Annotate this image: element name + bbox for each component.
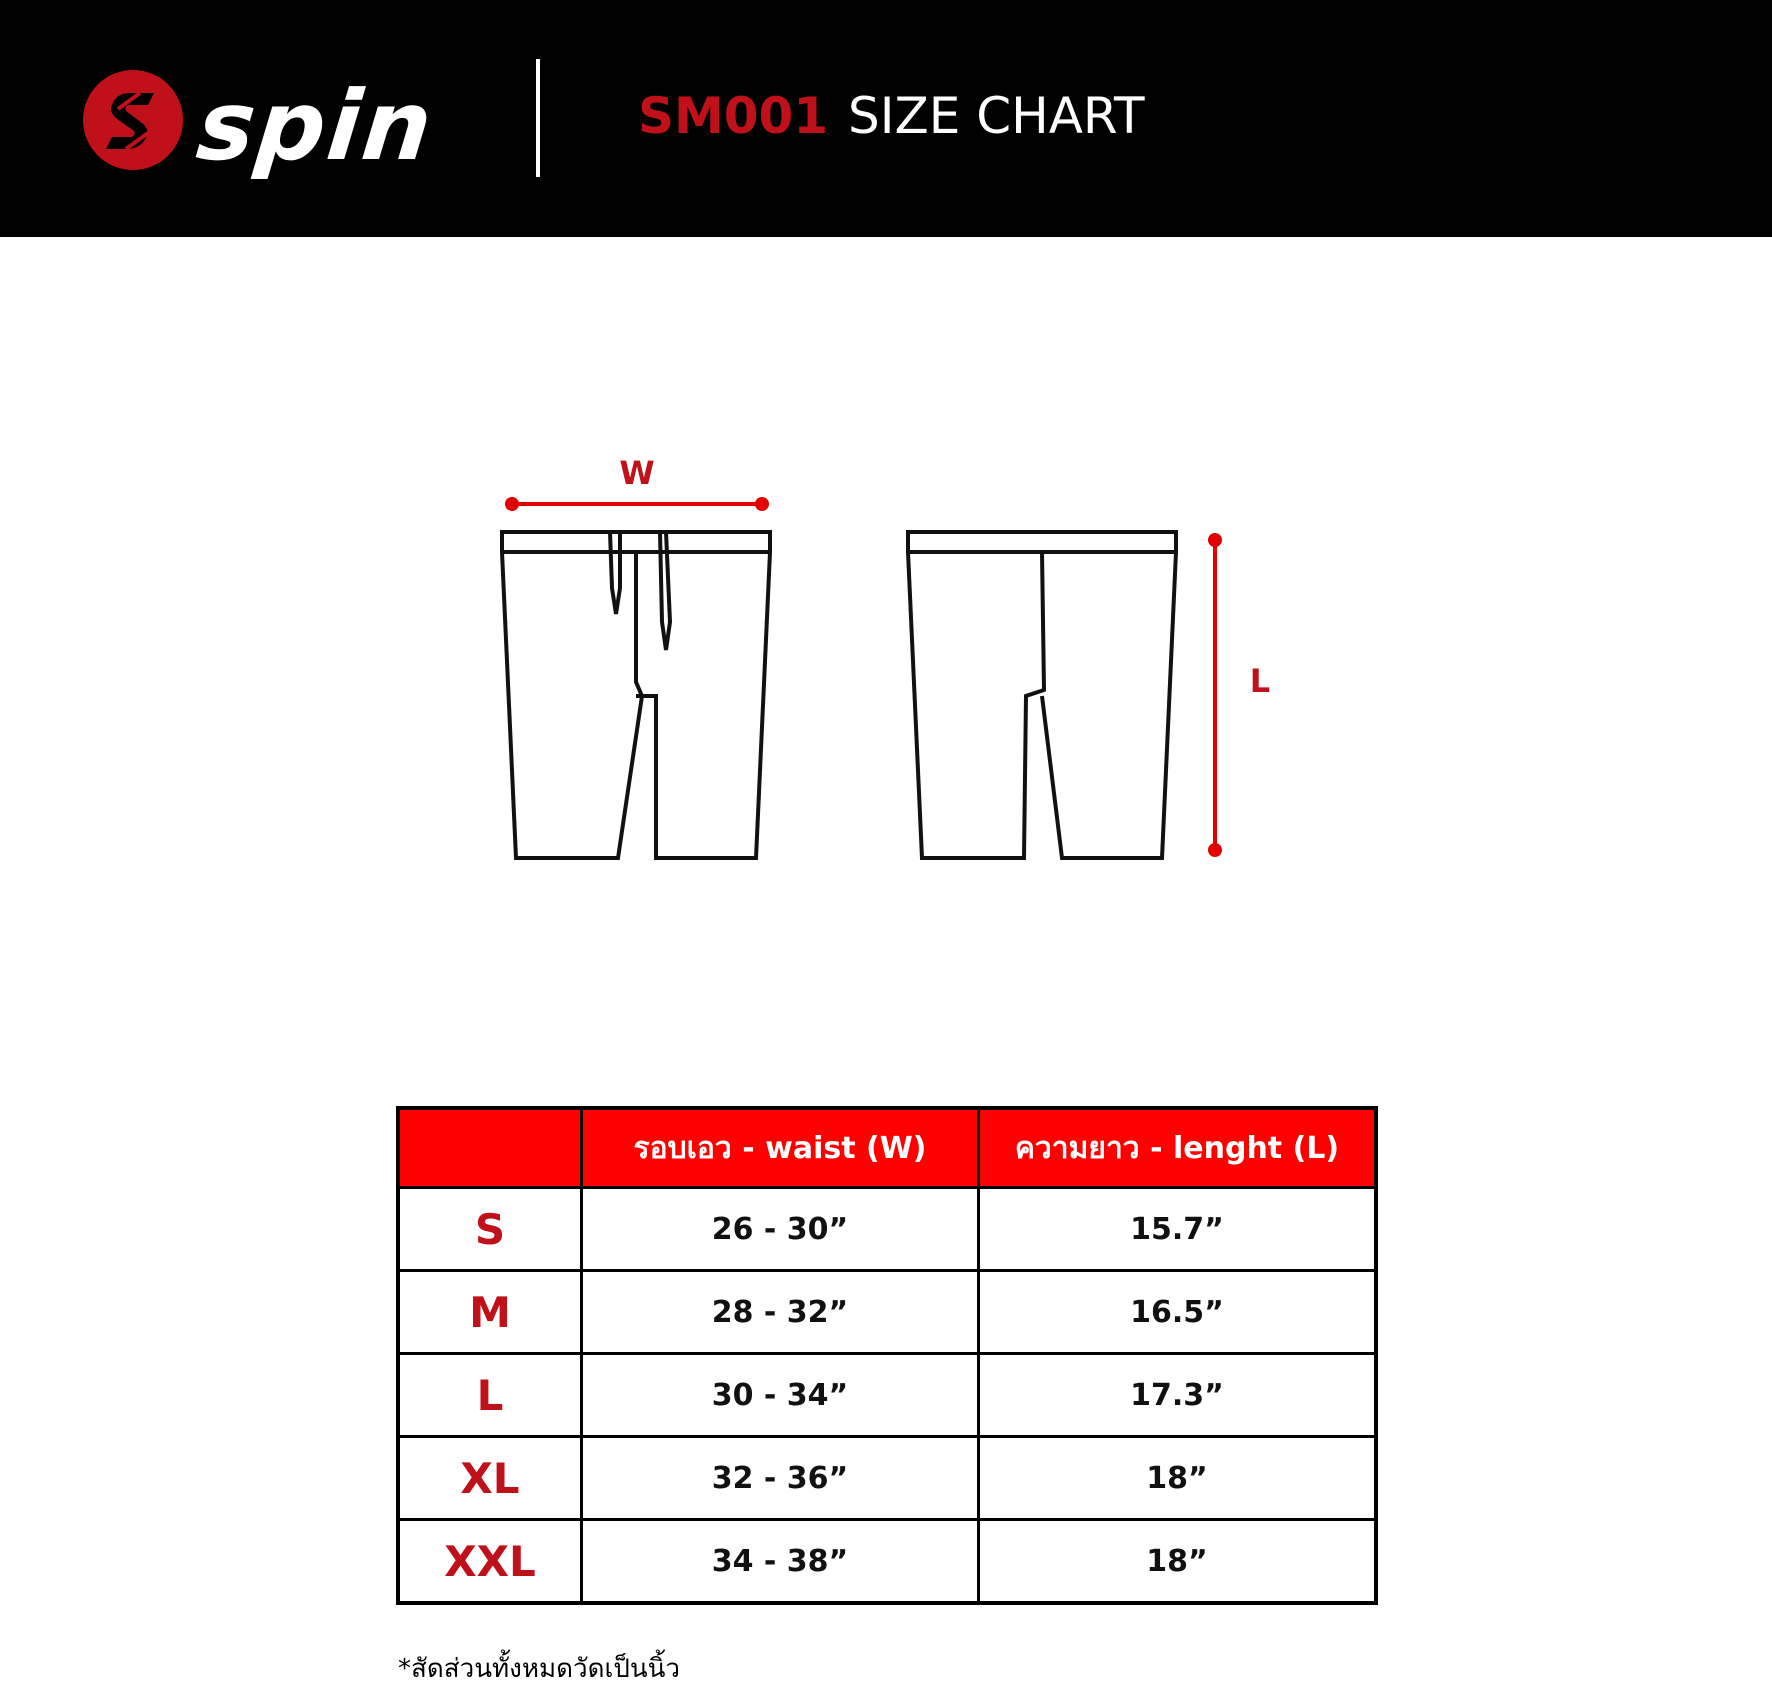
length-measure-marker	[1208, 533, 1222, 857]
waist-value: 26 - 30”	[582, 1188, 979, 1271]
waist-value: 34 - 38”	[582, 1520, 979, 1604]
length-value: 16.5”	[979, 1271, 1377, 1354]
length-value: 17.3”	[979, 1354, 1377, 1437]
brand-name: spin	[192, 70, 439, 182]
header-bar	[0, 0, 1772, 237]
model-code: SM001	[638, 87, 829, 145]
spin-logo-icon	[82, 69, 184, 171]
waist-column-header: รอบเอว - waist (W)	[582, 1108, 979, 1188]
size-column-header	[398, 1108, 582, 1188]
header-divider	[536, 59, 540, 177]
table-row	[398, 1271, 1376, 1354]
size-table	[396, 1106, 1378, 1605]
page-title: SIZE CHART	[848, 87, 1145, 145]
length-value: 15.7”	[979, 1188, 1377, 1271]
waist-value: 32 - 36”	[582, 1437, 979, 1520]
table-row	[398, 1188, 1376, 1271]
length-measure-label: L	[1249, 662, 1271, 700]
size-label: L	[398, 1354, 582, 1437]
length-value: 18”	[979, 1437, 1377, 1520]
table-row	[398, 1354, 1376, 1437]
shorts-back-view	[908, 532, 1176, 858]
table-row	[398, 1437, 1376, 1520]
table-row	[398, 1520, 1376, 1604]
shorts-front-view	[502, 532, 770, 858]
waist-value: 30 - 34”	[582, 1354, 979, 1437]
shorts-diagram	[480, 440, 1300, 880]
waist-measure-marker	[505, 497, 769, 511]
size-label: M	[398, 1271, 582, 1354]
footnote: *สัดส่วนทั้งหมดวัดเป็นนิ้ว	[398, 1654, 681, 1684]
length-column-header: ความยาว - lenght (L)	[979, 1108, 1377, 1188]
waist-measure-label: W	[619, 454, 655, 492]
size-label: XL	[398, 1437, 582, 1520]
waist-value: 28 - 32”	[582, 1271, 979, 1354]
size-label: S	[398, 1188, 582, 1271]
length-value: 18”	[979, 1520, 1377, 1604]
size-label: XXL	[398, 1520, 582, 1604]
table-header-row	[398, 1108, 1376, 1188]
